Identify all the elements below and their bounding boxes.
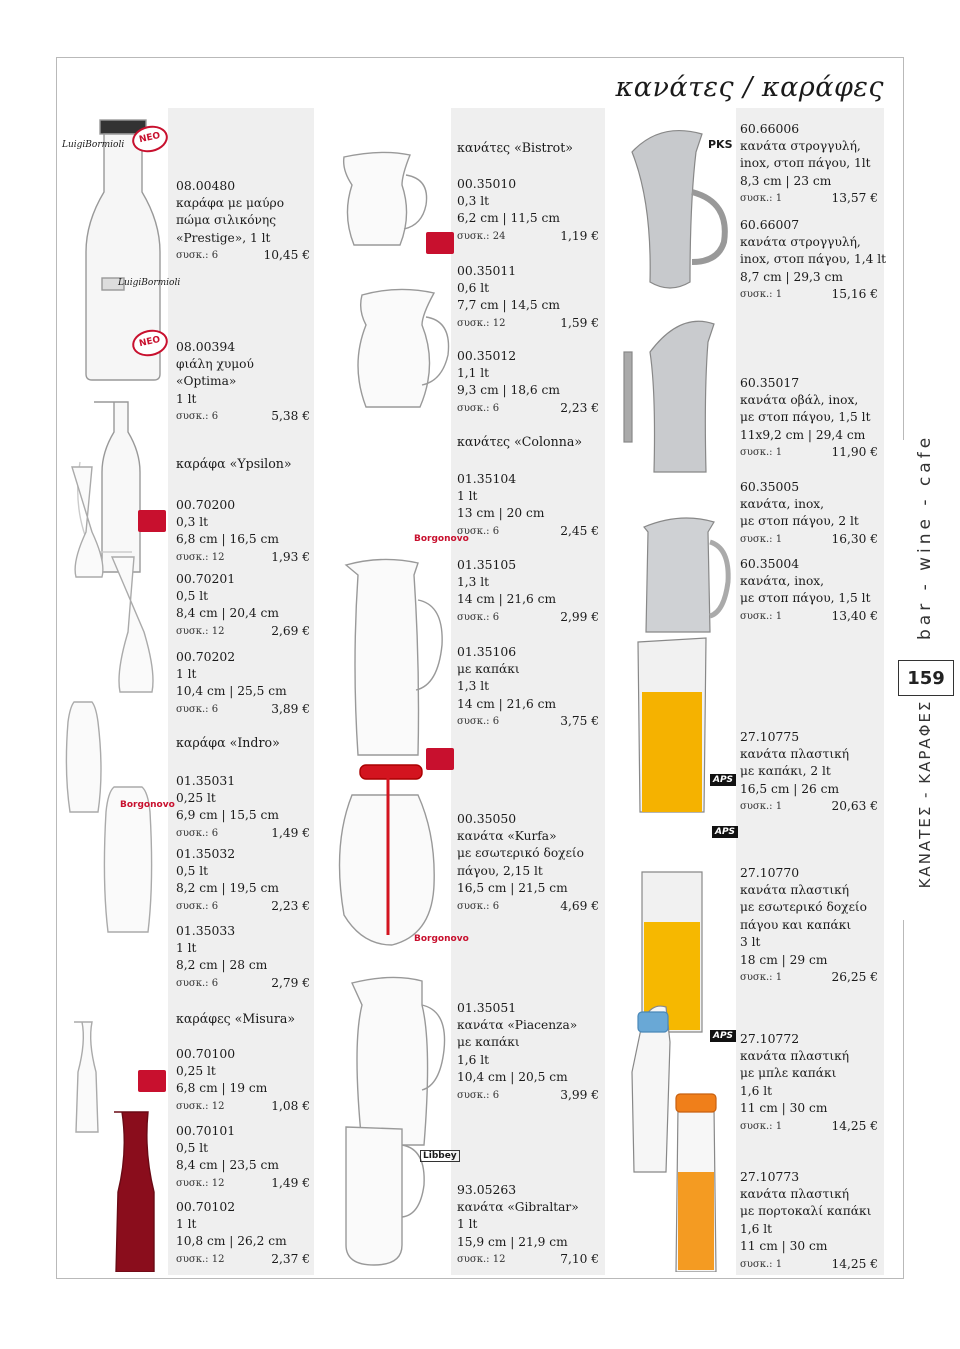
product-detail: 10,8 cm | 26,2 cm bbox=[176, 1234, 287, 1248]
product-detail: με εσωτερικό δοχείο bbox=[457, 846, 584, 860]
pack-quantity: συσκ.: 6 bbox=[176, 977, 219, 989]
aps-logo: APS bbox=[710, 774, 736, 786]
product-price: 1,49 € bbox=[271, 1175, 310, 1190]
product-detail: 16,5 cm | 26 cm bbox=[740, 781, 840, 796]
product-entry bbox=[457, 556, 599, 626]
product-price: 11,90 € bbox=[831, 445, 878, 459]
product-price: 3,75 € bbox=[560, 714, 599, 728]
category-label: ΚΑΝΑΤΕΣ - ΚΑΡΑΦΕΣ bbox=[916, 699, 934, 889]
product-entry bbox=[176, 496, 310, 566]
product-detail: inox, στοπ πάγου, 1lt bbox=[740, 156, 871, 170]
luigi-bormioli-logo: LuigiBormioli bbox=[62, 140, 125, 150]
product-detail: 1,6 lt bbox=[740, 1221, 773, 1236]
product-detail: με στοπ πάγου, 1,5 lt bbox=[740, 410, 871, 424]
product-detail: κανάτα, inox, bbox=[740, 573, 825, 588]
product-entry bbox=[740, 864, 878, 987]
pack-quantity: συσκ.: 1 bbox=[740, 1258, 783, 1270]
product-price: 4,69 € bbox=[560, 898, 599, 913]
product-entry bbox=[740, 1030, 878, 1135]
product-detail: 10,4 cm | 25,5 cm bbox=[176, 684, 287, 698]
product-detail: 0,5 lt bbox=[176, 588, 209, 603]
product-detail: 0,3 lt bbox=[457, 193, 490, 208]
product-code: 60.35017 bbox=[740, 375, 800, 390]
product-entry bbox=[176, 338, 310, 426]
product-detail: κανάτα πλαστική bbox=[740, 1186, 850, 1201]
pack-quantity: συσκ.: 6 bbox=[457, 611, 500, 623]
product-price: 16,30 € bbox=[831, 531, 878, 546]
pack-quantity: συσκ.: 1 bbox=[740, 610, 783, 622]
product-code: 01.35104 bbox=[457, 471, 517, 486]
product-detail: 0,25 lt bbox=[176, 1063, 216, 1078]
product-code: 27.10775 bbox=[740, 729, 800, 744]
pack-quantity: συσκ.: 1 bbox=[740, 193, 783, 204]
product-entry bbox=[176, 570, 310, 640]
product-detail: 0,5 lt bbox=[176, 863, 209, 878]
aps-logo-3: APS bbox=[710, 1030, 736, 1042]
product-code: 00.70202 bbox=[176, 649, 236, 664]
optima-bottle-icon bbox=[94, 402, 140, 572]
product-detail: κανάτα στρογγυλή, bbox=[740, 138, 861, 153]
product-entry bbox=[176, 845, 310, 915]
inox-jug-icon bbox=[644, 518, 714, 632]
product-code: 00.70102 bbox=[176, 1199, 236, 1214]
luigi-bormioli-logo-2: LuigiBormioli bbox=[118, 278, 181, 288]
product-entry bbox=[457, 347, 599, 417]
product-code: 27.10773 bbox=[740, 1169, 800, 1184]
product-code: 00.70201 bbox=[176, 571, 236, 586]
product-entry bbox=[457, 470, 599, 540]
product-code: 00.35050 bbox=[457, 811, 517, 826]
product-detail: κανάτα «Piacenza» bbox=[457, 1017, 578, 1032]
product-detail: 16,5 cm | 21,5 cm bbox=[457, 881, 568, 895]
pack-quantity: συσκ.: 12 bbox=[176, 1177, 225, 1189]
product-code: 01.35032 bbox=[176, 846, 236, 861]
product-detail: 1,6 lt bbox=[457, 1052, 490, 1067]
product-entry bbox=[457, 643, 599, 731]
product-entry bbox=[740, 728, 878, 816]
product-detail: κανάτα πλαστική bbox=[740, 746, 850, 761]
pack-quantity: συσκ.: 1 bbox=[740, 801, 783, 812]
product-price: 1,08 € bbox=[271, 1098, 310, 1113]
pack-quantity: συσκ.: 12 bbox=[176, 1253, 225, 1265]
pack-quantity: συσκ.: 24 bbox=[457, 230, 506, 242]
product-price: 2,23 € bbox=[271, 898, 310, 913]
product-price: 2,69 € bbox=[271, 623, 310, 638]
product-detail: κανάτα οβάλ, inox, bbox=[740, 392, 859, 407]
product-price: 1,93 € bbox=[271, 549, 310, 564]
product-price: 2,79 € bbox=[271, 975, 310, 990]
product-detail: 1 lt bbox=[457, 1217, 478, 1231]
product-price: 2,23 € bbox=[560, 400, 599, 415]
product-code: 01.35033 bbox=[176, 923, 236, 938]
product-detail: με καπάκι bbox=[457, 661, 520, 676]
product-detail: 10,4 cm | 20,5 cm bbox=[457, 1070, 568, 1084]
pack-quantity: συσκ.: 12 bbox=[176, 625, 225, 637]
product-detail: 1 lt bbox=[457, 488, 478, 503]
product-entry bbox=[740, 374, 878, 462]
misura-carafe-icon bbox=[74, 1022, 98, 1132]
product-detail: με καπάκι, 2 lt bbox=[740, 764, 831, 778]
product-price: 1,59 € bbox=[560, 315, 599, 330]
product-entry bbox=[176, 1122, 310, 1192]
product-price: 3,89 € bbox=[271, 701, 310, 716]
product-code: 60.66007 bbox=[740, 217, 800, 232]
product-detail: κανάτα «Kurfa» bbox=[457, 828, 557, 843]
product-code: 08.00394 bbox=[176, 339, 236, 354]
product-detail: 1 lt bbox=[176, 940, 197, 955]
product-detail: 8,4 cm | 23,5 cm bbox=[176, 1158, 279, 1172]
product-detail: inox, στοπ πάγου, 1,4 lt bbox=[740, 252, 887, 266]
product-detail: 7,7 cm | 14,5 cm bbox=[457, 298, 560, 312]
pack-quantity: συσκ.: 6 bbox=[457, 900, 500, 912]
product-entry bbox=[740, 1168, 878, 1273]
product-code: 60.35004 bbox=[740, 556, 800, 571]
product-detail: 9,3 cm | 18,6 cm bbox=[457, 383, 560, 397]
product-entry bbox=[740, 216, 887, 304]
product-detail: 8,4 cm | 20,4 cm bbox=[176, 606, 279, 620]
product-detail: 11x9,2 cm | 29,4 cm bbox=[740, 427, 866, 442]
group-heading: κανάτες «Colonna» bbox=[457, 434, 583, 449]
product-detail: 3 lt bbox=[740, 935, 761, 949]
page-title: κανάτες / καράφες bbox=[615, 72, 884, 103]
pack-quantity: συσκ.: 6 bbox=[176, 411, 219, 422]
borgonovo-logo: Borgonovo bbox=[120, 800, 175, 810]
product-detail: 0,5 lt bbox=[176, 1140, 209, 1155]
product-code: 01.35051 bbox=[457, 1000, 517, 1015]
product-detail: φιάλη χυμού bbox=[176, 356, 254, 371]
product-entry bbox=[740, 120, 878, 208]
round-inox-jug-icon bbox=[632, 131, 702, 288]
pack-quantity: συσκ.: 6 bbox=[457, 402, 500, 414]
product-detail: με καπάκι bbox=[457, 1035, 520, 1049]
product-detail: 6,2 cm | 11,5 cm bbox=[457, 211, 560, 225]
product-price: 2,99 € bbox=[560, 609, 599, 624]
product-detail: 1,6 lt bbox=[740, 1083, 773, 1098]
oval-inox-jug-icon bbox=[650, 321, 714, 472]
product-price: 14,25 € bbox=[831, 1256, 878, 1271]
group-heading: καράφα «Indro» bbox=[176, 735, 280, 750]
borgonovo-logo-2: Borgonovo bbox=[414, 534, 469, 544]
pack-quantity: συσκ.: 12 bbox=[457, 1254, 506, 1265]
product-detail: 6,9 cm | 15,5 cm bbox=[176, 808, 279, 822]
product-detail: 8,2 cm | 19,5 cm bbox=[176, 881, 279, 895]
section-label: bar - wine - cafe bbox=[915, 433, 935, 640]
pack-quantity: συσκ.: 1 bbox=[740, 289, 783, 300]
product-entry bbox=[457, 262, 599, 332]
kurfa-lid-icon bbox=[360, 765, 422, 779]
pks-logo: PKS bbox=[708, 138, 733, 151]
product-code: 00.70101 bbox=[176, 1123, 236, 1138]
product-detail: «Optima» bbox=[176, 374, 237, 388]
product-detail: 1 lt bbox=[176, 391, 197, 406]
product-entry bbox=[457, 1181, 599, 1269]
bormioli-rocco-badge-icon-4 bbox=[426, 748, 454, 770]
product-code: 00.35011 bbox=[457, 263, 517, 278]
pack-quantity: συσκ.: 12 bbox=[176, 551, 225, 563]
pack-quantity: συσκ.: 1 bbox=[740, 533, 783, 545]
product-detail: 13 cm | 20 cm bbox=[457, 506, 545, 520]
product-detail: 0,6 lt bbox=[457, 280, 490, 295]
group-heading: καράφα «Ypsilon» bbox=[176, 456, 292, 471]
product-entry bbox=[740, 555, 878, 625]
product-code: 01.35106 bbox=[457, 644, 517, 659]
pack-quantity: συσκ.: 6 bbox=[176, 250, 219, 261]
pack-quantity: συσκ.: 1 bbox=[740, 447, 783, 458]
product-detail: 1 lt bbox=[176, 666, 197, 681]
product-entry bbox=[457, 175, 599, 245]
pack-quantity: συσκ.: 12 bbox=[176, 1100, 225, 1112]
product-code: 93.05263 bbox=[457, 1182, 517, 1197]
product-detail: 8,7 cm | 29,3 cm bbox=[740, 269, 843, 284]
product-detail: κανάτα πλαστική bbox=[740, 882, 850, 897]
product-detail: κανάτα στρογγυλή, bbox=[740, 234, 861, 249]
product-detail: με στοπ πάγου, 2 lt bbox=[740, 514, 859, 528]
bistrot-jug-icon bbox=[344, 152, 410, 245]
new-badge: ΝΕΟ bbox=[130, 123, 171, 156]
product-detail: κανάτα «Gibraltar» bbox=[457, 1199, 579, 1214]
product-code: 08.00480 bbox=[176, 178, 236, 193]
product-detail: με στοπ πάγου, 1,5 lt bbox=[740, 591, 871, 605]
pack-quantity: συσκ.: 6 bbox=[176, 827, 219, 839]
new-badge-2: ΝΕΟ bbox=[130, 327, 171, 360]
pack-quantity: συσκ.: 6 bbox=[176, 703, 219, 715]
product-price: 15,16 € bbox=[831, 287, 878, 301]
product-detail: πάγου και καπάκι bbox=[740, 917, 852, 932]
product-detail: 14 cm | 21,6 cm bbox=[457, 696, 557, 711]
product-price: 26,25 € bbox=[831, 970, 878, 984]
product-code: 27.10770 bbox=[740, 865, 800, 880]
product-entry bbox=[457, 999, 599, 1104]
pack-quantity: συσκ.: 1 bbox=[740, 972, 783, 983]
product-entry bbox=[176, 1198, 310, 1268]
product-code: 00.35010 bbox=[457, 176, 517, 191]
product-entry bbox=[457, 810, 599, 915]
product-detail: με μπλε καπάκι bbox=[740, 1066, 837, 1080]
product-code: 01.35031 bbox=[176, 773, 236, 788]
product-price: 1,19 € bbox=[560, 228, 599, 243]
pack-quantity: συσκ.: 1 bbox=[740, 1120, 783, 1132]
product-entry bbox=[176, 1045, 310, 1115]
product-code: 01.35105 bbox=[457, 557, 517, 572]
product-detail: κανάτα πλαστική bbox=[740, 1048, 850, 1063]
product-price: 7,10 € bbox=[560, 1252, 599, 1266]
product-price: 5,38 € bbox=[271, 409, 310, 423]
product-detail: πώμα σιλικόνης bbox=[176, 213, 277, 227]
product-detail: 14 cm | 21,6 cm bbox=[457, 592, 557, 606]
steel-plastic-jug-illustrations bbox=[610, 112, 734, 1272]
product-detail: 11 cm | 30 cm bbox=[740, 1101, 828, 1115]
colonna-jug-icon bbox=[346, 559, 419, 755]
product-code: 00.35012 bbox=[457, 348, 517, 363]
product-code: 60.35005 bbox=[740, 479, 800, 494]
product-detail: «Prestige», 1 lt bbox=[176, 230, 271, 245]
product-price: 3,99 € bbox=[560, 1087, 599, 1102]
product-price: 2,37 € bbox=[271, 1251, 310, 1266]
product-detail: 8,2 cm | 28 cm bbox=[176, 958, 268, 972]
product-detail: 0,3 lt bbox=[176, 514, 209, 529]
gibraltar-jug-icon bbox=[346, 1127, 402, 1265]
product-detail: 0,25 lt bbox=[176, 790, 216, 805]
product-detail: με εσωτερικό δοχείο bbox=[740, 900, 867, 914]
product-entry bbox=[176, 177, 310, 265]
product-detail: 15,9 cm | 21,9 cm bbox=[457, 1234, 568, 1249]
product-detail: κανάτα, inox, bbox=[740, 496, 825, 511]
product-price: 13,40 € bbox=[831, 608, 878, 623]
product-detail: 1,1 lt bbox=[457, 365, 490, 380]
product-detail: 6,8 cm | 16,5 cm bbox=[176, 532, 279, 546]
page-number: 159 bbox=[898, 660, 954, 696]
borgonovo-logo-3: Borgonovo bbox=[414, 934, 469, 944]
product-price: 2,45 € bbox=[560, 523, 599, 538]
product-code: 60.66006 bbox=[740, 121, 800, 136]
aps-logo-2: APS bbox=[712, 826, 738, 838]
product-entry bbox=[740, 478, 878, 548]
product-entry bbox=[176, 648, 310, 718]
bormioli-rocco-badge-icon bbox=[138, 510, 166, 532]
group-heading: καράφες «Misura» bbox=[176, 1011, 296, 1026]
ypsilon-carafe-icon bbox=[72, 467, 103, 577]
product-detail: 1,3 lt bbox=[457, 574, 490, 589]
product-entry bbox=[176, 772, 310, 842]
product-code: 27.10772 bbox=[740, 1031, 800, 1046]
product-price: 14,25 € bbox=[831, 1118, 878, 1133]
product-entry bbox=[176, 922, 310, 992]
product-detail: με πορτοκαλί καπάκι bbox=[740, 1204, 872, 1218]
product-detail: πάγου, 2,15 lt bbox=[457, 863, 543, 878]
indro-carafe-icon bbox=[66, 702, 101, 812]
product-detail: 11 cm | 30 cm bbox=[740, 1239, 828, 1253]
group-heading: κανάτες «Bistrot» bbox=[457, 140, 573, 155]
product-detail: 1,3 lt bbox=[457, 679, 490, 693]
product-detail: 1 lt bbox=[176, 1216, 197, 1231]
product-detail: 8,3 cm | 23 cm bbox=[740, 173, 832, 188]
product-price: 13,57 € bbox=[831, 191, 878, 205]
product-code: 00.70200 bbox=[176, 497, 236, 512]
bormioli-rocco-badge-icon-3 bbox=[426, 232, 454, 254]
glass-jug-illustrations bbox=[322, 145, 450, 1275]
product-detail: 6,8 cm | 19 cm bbox=[176, 1081, 268, 1095]
libbey-logo: Libbey bbox=[420, 1150, 460, 1162]
product-price: 10,45 € bbox=[263, 248, 310, 262]
bormioli-rocco-badge-icon-2 bbox=[138, 1070, 166, 1092]
pack-quantity: συσκ.: 6 bbox=[457, 1089, 500, 1101]
pack-quantity: συσκ.: 6 bbox=[457, 716, 500, 727]
product-price: 1,49 € bbox=[271, 825, 310, 840]
piacenza-jug-icon bbox=[352, 977, 428, 1145]
product-code: 00.70100 bbox=[176, 1046, 236, 1061]
pack-quantity: συσκ.: 12 bbox=[457, 317, 506, 329]
pack-quantity: συσκ.: 6 bbox=[176, 900, 219, 912]
product-detail: καράφα με μαύρο bbox=[176, 195, 285, 210]
product-price: 20,63 € bbox=[831, 799, 878, 813]
pack-quantity: συσκ.: 6 bbox=[457, 525, 500, 537]
product-detail: 18 cm | 29 cm bbox=[740, 952, 828, 967]
